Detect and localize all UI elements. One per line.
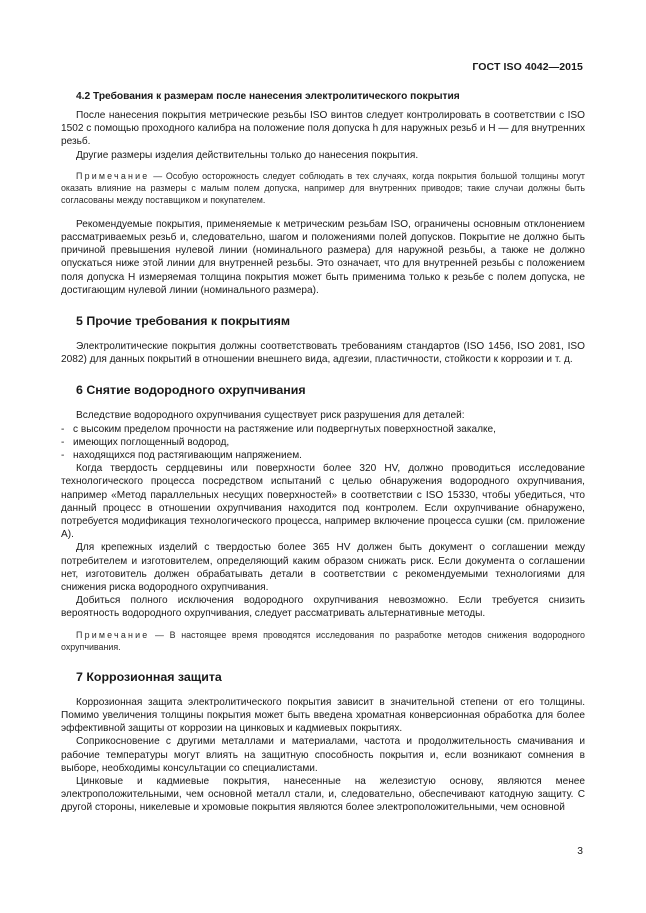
paragraph: Когда твердость сердцевины или поверхности более 320 HV, должно проводиться исследование технологического процесса посредством испытаний с целью обнаружения водородного охрупчивания, например «Метод параллельных несущих поверхностей» в соответствии с ISO 15330, чтобы убедиться, что данный процесс в отношении охрупчивания находится под контролем. Если охрупчивание обнаружено, потребуется модификация технологического процесса, например включение процесса сушки (см. приложение А). [61, 463, 585, 541]
list-marker: - [61, 436, 65, 448]
list-marker: - [61, 450, 65, 462]
subsection-4-2-title: 4.2 Требования к размерам после нанесения электролитического покрытия [76, 91, 460, 102]
paragraph: Соприкосновение с другими металлами и материалами, частота и продолжительность смачивания и рабочие температуры могут влиять на защитную способность покрытия и, если возникают сомнения в выборе, необходимы консультации со специалистами. [61, 736, 585, 774]
paragraph: Цинковые и кадмиевые покрытия, нанесенные на железистую основу, являются менее электроположительными, чем основной металл стали, и, следовательно, обеспечивают катодную защиту. С другой стороны, никелевые и хромовые покрытия являются более электроположительными, чем основной [61, 775, 585, 814]
note-text: — Особую осторожность следует соблюдать в тех случаях, когда покрытия большой толщины могут оказать влияние на размеры с малым полем допуска, например для внутренних приводов; такие случаи должны быть согласованы между поставщиком и покупателем. [61, 170, 585, 205]
paragraph: Добиться полного исключения водородного охрупчивания невозможно. Если требуется снизить вероятность водородного охрупчивания, следует рассматривать альтернативные методы. [61, 595, 585, 620]
note [61, 629, 585, 653]
page-number: 3 [577, 846, 583, 857]
paragraph: Вследствие водородного охрупчивания существует риск разрушения для деталей: [76, 410, 465, 422]
list-item: - с высоким пределом прочности на растяжение или подвергнутых поверхностной закалке, [61, 423, 496, 435]
paragraph: Для крепежных изделий с твердостью более 365 HV должен быть документ о соглашении между потребителем и изготовителем, определяющий каким образом снижать риск. Если документа о соглашении нет, изготовитель должен обрабатывать детали в соответствии с рекомендуемыми технологиями для снижения риска водородного охрупчивания. [61, 542, 585, 594]
list-marker: - [61, 423, 65, 435]
paragraph: Рекомендуемые покрытия, применяемые к метрическим резьбам ISO, ограничены основным отклонением рассматриваемых резьб и, следовательно, шагом и положениями полей допусков. Покрытие не должно быть причиной превышения нулевой линии (номинального размера) для наружной резьбы, а также не должно опускаться ниже этой линии для внутренней резьбы. Это означает, что для внутренней резьбы с положением поля допуска H измеряемая толщина покрытия может быть применима только к резьбе с полем допуска, не достигающим нулевой линии (номинального размера). [61, 218, 585, 296]
page-content [61, 90, 585, 815]
note-label: Примечание [76, 170, 150, 181]
paragraph: Другие размеры изделия действительны только до нанесения покрытия. [76, 149, 419, 161]
note-text: — В настоящее время проводятся исследования по разработке методов снижения водородного охрупчивания. [61, 629, 585, 652]
document-code-header: ГОСТ ISO 4042—2015 [472, 61, 583, 73]
list-item: - имеющих поглощенный водород, [61, 436, 230, 448]
section-6-title: 6 Снятие водородного охрупчивания [76, 383, 306, 398]
paragraph: После нанесения покрытия метрические резьбы ISO винтов следует контролировать в соответствии с ISO 1502 с помощью проходного калибра на положение поля допуска h для наружных резьб и H — для внутренних резьб. [61, 110, 585, 148]
paragraph: Электролитические покрытия должны соответствовать требованиям стандартов (ISO 1456, ISO 2081, ISO 2082) для данных покрытий в отношении внешнего вида, адгезии, пластичности, стойкости к коррозии и т. д. [61, 341, 585, 366]
paragraph: Коррозионная защита электролитического покрытия зависит в значительной степени от его толщины. Помимо увеличения толщины покрытия может быть введена хроматная конверсионная обработка для более эффективной защиты от коррозии на цинковых и кадмиевых покрытиях. [61, 696, 585, 735]
section-5-title: 5 Прочие требования к покрытиям [76, 314, 291, 329]
note [61, 170, 585, 206]
note-label: Примечание [76, 629, 150, 640]
risk-list [61, 423, 585, 463]
list-item: - находящихся под растягивающим напряжением. [61, 450, 302, 462]
section-7-title: 7 Коррозионная защита [76, 669, 222, 684]
